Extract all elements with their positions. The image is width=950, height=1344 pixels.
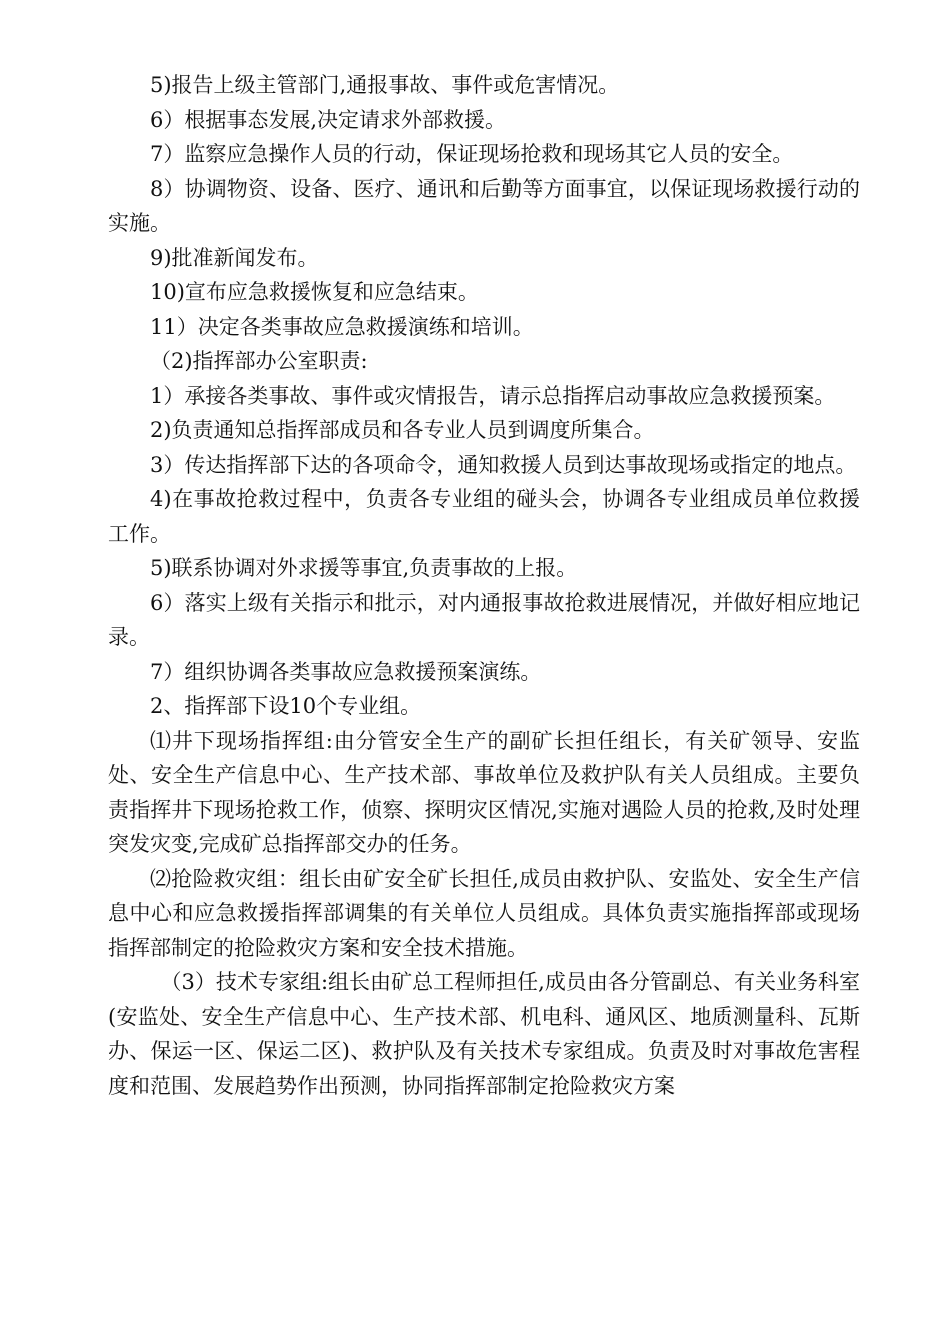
document-body <box>108 68 860 1103</box>
paragraph-item-5: 5)报告上级主管部门,通报事故、事件或危害情况。 <box>150 73 620 97</box>
paragraph-item-6: 6）根据事态发展,决定请求外部救援。 <box>150 107 507 132</box>
office-duty-3: 3）传达指挥部下达的各项命令，通知救援人员到达事故现场或指定的地点。 <box>150 452 857 477</box>
office-duty-6: 6）落实上级有关指示和批示，对内通报事故抢救进展情况，并做好相应地记录。 <box>108 590 860 649</box>
section-heading-specialist-groups: 2、指挥部下设10个专业组。 <box>150 694 422 718</box>
group-underground-command: ⑴井下现场指挥组:由分管安全生产的副矿长担任组长，有关矿领导、安监处、安全生产信息中心、生产技术部、事故单位及救护队有关人员组成。主要负责指挥井下现场抢救工作，侦察、探明灾区情况,实施对遇险人员的抢救,及时处理突发灾变,完成矿总指挥部交办的任务。 <box>108 728 860 856</box>
office-duty-5: 5)联系协调对外求援等事宜,负责事故的上报。 <box>150 556 578 580</box>
paragraph-item-10: 10)宣布应急救援恢复和应急结束。 <box>150 280 479 304</box>
group-technical-experts: （3）技术专家组:组长由矿总工程师担任,成员由各分管副总、有关业务科室(安监处、安全生产信息中心、生产技术部、机电科、通风区、地质测量科、瓦斯办、保运一区、保运二区)、救护队及有关技术专家组成。负责及时对事故危害程度和范围、发展趋势作出预测，协同指挥部制定抢险救灾方案 <box>108 970 860 1098</box>
paragraph-item-11: 11）决定各类事故应急救援演练和培训。 <box>150 314 534 339</box>
section-heading-office-duties: （2)指挥部办公室职责: <box>150 349 368 373</box>
group-rescue: ⑵抢险救灾组：组长由矿安全矿长担任,成员由救护队、安监处、安全生产信息中心和应急救援指挥部调集的有关单位人员组成。具体负责实施指挥部或现场指挥部制定的抢险救灾方案和安全技术措施。 <box>108 866 860 960</box>
paragraph-item-9: 9)批准新闻发布。 <box>150 245 319 270</box>
paragraph-item-8: 8）协调物资、设备、医疗、通讯和后勤等方面事宜，以保证现场救援行动的实施。 <box>108 176 860 235</box>
office-duty-4: 4)在事故抢救过程中，负责各专业组的碰头会，协调各专业组成员单位救援工作。 <box>108 487 860 546</box>
paragraph-item-7: 7）监察应急操作人员的行动，保证现场抢救和现场其它人员的安全。 <box>150 142 794 166</box>
office-duty-2: 2)负责通知总指挥部成员和各专业人员到调度所集合。 <box>150 418 655 442</box>
office-duty-7: 7）组织协调各类事故应急救援预案演练。 <box>150 659 542 684</box>
office-duty-1: 1）承接各类事故、事件或灾情报告，请示总指挥启动事故应急救援预案。 <box>150 383 836 408</box>
